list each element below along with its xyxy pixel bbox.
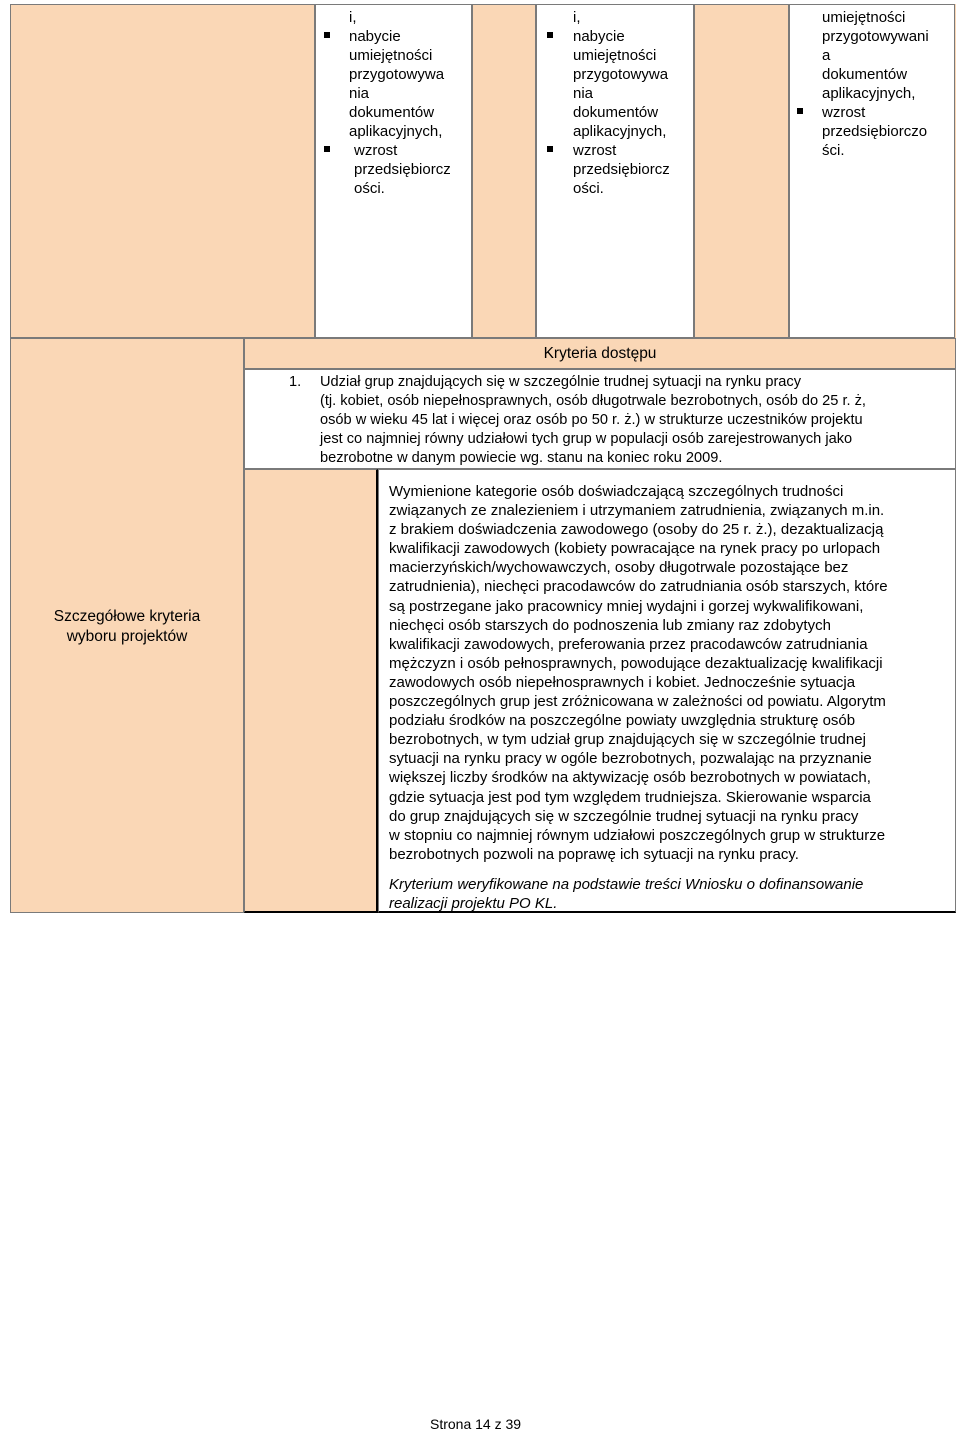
text-line: ości. [354,180,385,197]
justification-line: bezrobotnych, w tym udział grup znajdujących się w szczególnie trudnej [389,731,866,749]
justification-line: są postrzegane jako pracownicy mniej wydajni i gorzej wykwalifikowani, [389,597,864,615]
bullet-square-icon [324,32,330,38]
text-line: a [822,47,831,64]
justification-line: poszczególnych grup jest zróżnicowana w zależności od powiatu. Algorytm [389,693,886,711]
verification-note [389,875,955,913]
text-line: przedsiębiorczo [822,123,928,140]
text-line: przygotowywani [822,28,929,45]
justification-line: gdzie sytuacja jest pod tym względem trudniejsza. Skierowanie wsparcia [389,788,871,806]
justification-line: związanych ze znalezieniem i utrzymaniem zatrudnienia, związanych m.in. [389,502,885,520]
criterion-number: 1. [289,374,302,390]
top-cell-3 [472,4,536,338]
justification-line: macierzyńskich/wychowawczych, osoby długotrwale pozostające bez [389,559,849,577]
text-line: przedsiębiorcz [354,161,451,178]
justification-line: niechęci osób starszych do podnoszenia lub zmiany raz zdobytych [389,616,831,634]
justification-line: w stopniu co najmniej równym udziałowi poszczególnych grup w strukturze [389,826,886,844]
justification-line: zawodowych osób niepełnosprawnych i kobiet. Jednocześnie sytuacja [389,673,856,691]
justification-line: mężczyzn i osób pełnosprawnych, powodujące dezaktualizację kwalifikacji [389,654,883,672]
justification-line: większej liczby środków na aktywizację osób bezrobotnych w powiatach, [389,769,871,787]
criterion-line: osób w wieku 45 lat i więcej oraz osób po 50 r. ż.) w strukturze uczestników projektu [320,412,863,428]
text-line: ości. [573,180,604,197]
text-line: nabycie [573,28,625,45]
justification-line: z brakiem doświadczenia zawodowego (osoby do 25 r. ż.), dezaktualizacją [389,521,884,539]
text-line: dokumentów [573,104,659,121]
criteria-header: Kryteria dostępu [543,345,657,362]
criterion-line: jest co najmniej równy udziałowi tych grup w populacji osób zarejestrowanych jako [320,431,853,447]
top-cell-6-text [822,8,952,160]
text-line: umiejętności [573,47,657,64]
justification-line: kwalifikacji zawodowych, preferowania przez pracodawców zatrudniania [389,635,868,653]
text-line: przedsiębiorcz [573,161,670,178]
text-line: nabycie [349,28,401,45]
text-line: nia [573,85,594,102]
criterion-text [320,373,952,468]
page-number: Strona 14 z 39 [430,1416,522,1432]
justification-line: Wymienione kategorie osób doświadczającą szczególnych trudności [389,483,844,500]
section-label [10,607,244,647]
bullet-square-icon [547,146,553,152]
text-line: aplikacyjnych, [822,85,916,102]
text-line: umiejętności [822,9,906,26]
bullet-square-icon [324,146,330,152]
section-label-line: Szczegółowe kryteria [53,608,201,625]
top-cell-4-text [573,8,693,198]
top-cell-5 [694,4,789,338]
text-line: umiejętności [349,47,433,64]
verification-line: Kryterium weryfikowane na podstawie treści Wniosku o dofinansowanie [389,876,864,893]
section-label-line: wyboru projektów [66,628,188,645]
text-line: dokumentów [349,104,435,121]
justification-line: podziału środków na poszczególne powiaty uwzględnia strukturę osób [389,712,856,730]
text-line: aplikacyjnych, [573,123,667,140]
justification-text [389,482,955,864]
criterion-line: bezrobotne w danym powiecie wg. stanu na koniec roku 2009. [320,450,723,466]
text-line: przygotowywa [573,66,669,83]
text-line: nia [349,85,370,102]
text-line: wzrost [822,104,866,121]
top-cell-1 [10,4,315,338]
verification-line: realizacji projektu PO KL. [389,895,558,913]
text-line: dokumentów [822,66,908,83]
bullet-square-icon [547,32,553,38]
text-line: i, [349,9,357,26]
text-line: wzrost [354,142,398,159]
text-line: przygotowywa [349,66,445,83]
justification-line: kwalifikacji zawodowych (kobiety powracające na rynek pracy po urlopach [389,540,881,558]
justification-line: bezrobotnych pozwoli na poprawę ich sytuacji na rynku pracy. [389,845,799,863]
text-line: ści. [822,142,845,159]
text-line: i, [573,9,581,26]
justification-line: do grup znajdujących się w szczególnie trudnej sytuacji na rynku pracy [389,807,859,825]
text-line: wzrost [573,142,617,159]
top-cell-2-text [349,8,469,198]
justification-spacer-cell [244,469,378,913]
criterion-line: (tj. kobiet, osób niepełnosprawnych, osób długotrwale bezrobotnych, osób do 25 r. ż, [320,393,866,409]
text-line: aplikacyjnych, [349,123,443,140]
criterion-line: Udział grup znajdujących się w szczególnie trudnej sytuacji na rynku pracy [320,374,802,390]
justification-line: sytuacji na rynku pracy w ogóle bezrobotnych, pozwalając na przyznanie [389,750,872,768]
bullet-square-icon [797,108,803,114]
justification-line: zatrudnienia), niechęci pracodawców do zatrudniania osób starszych, które [389,578,888,596]
